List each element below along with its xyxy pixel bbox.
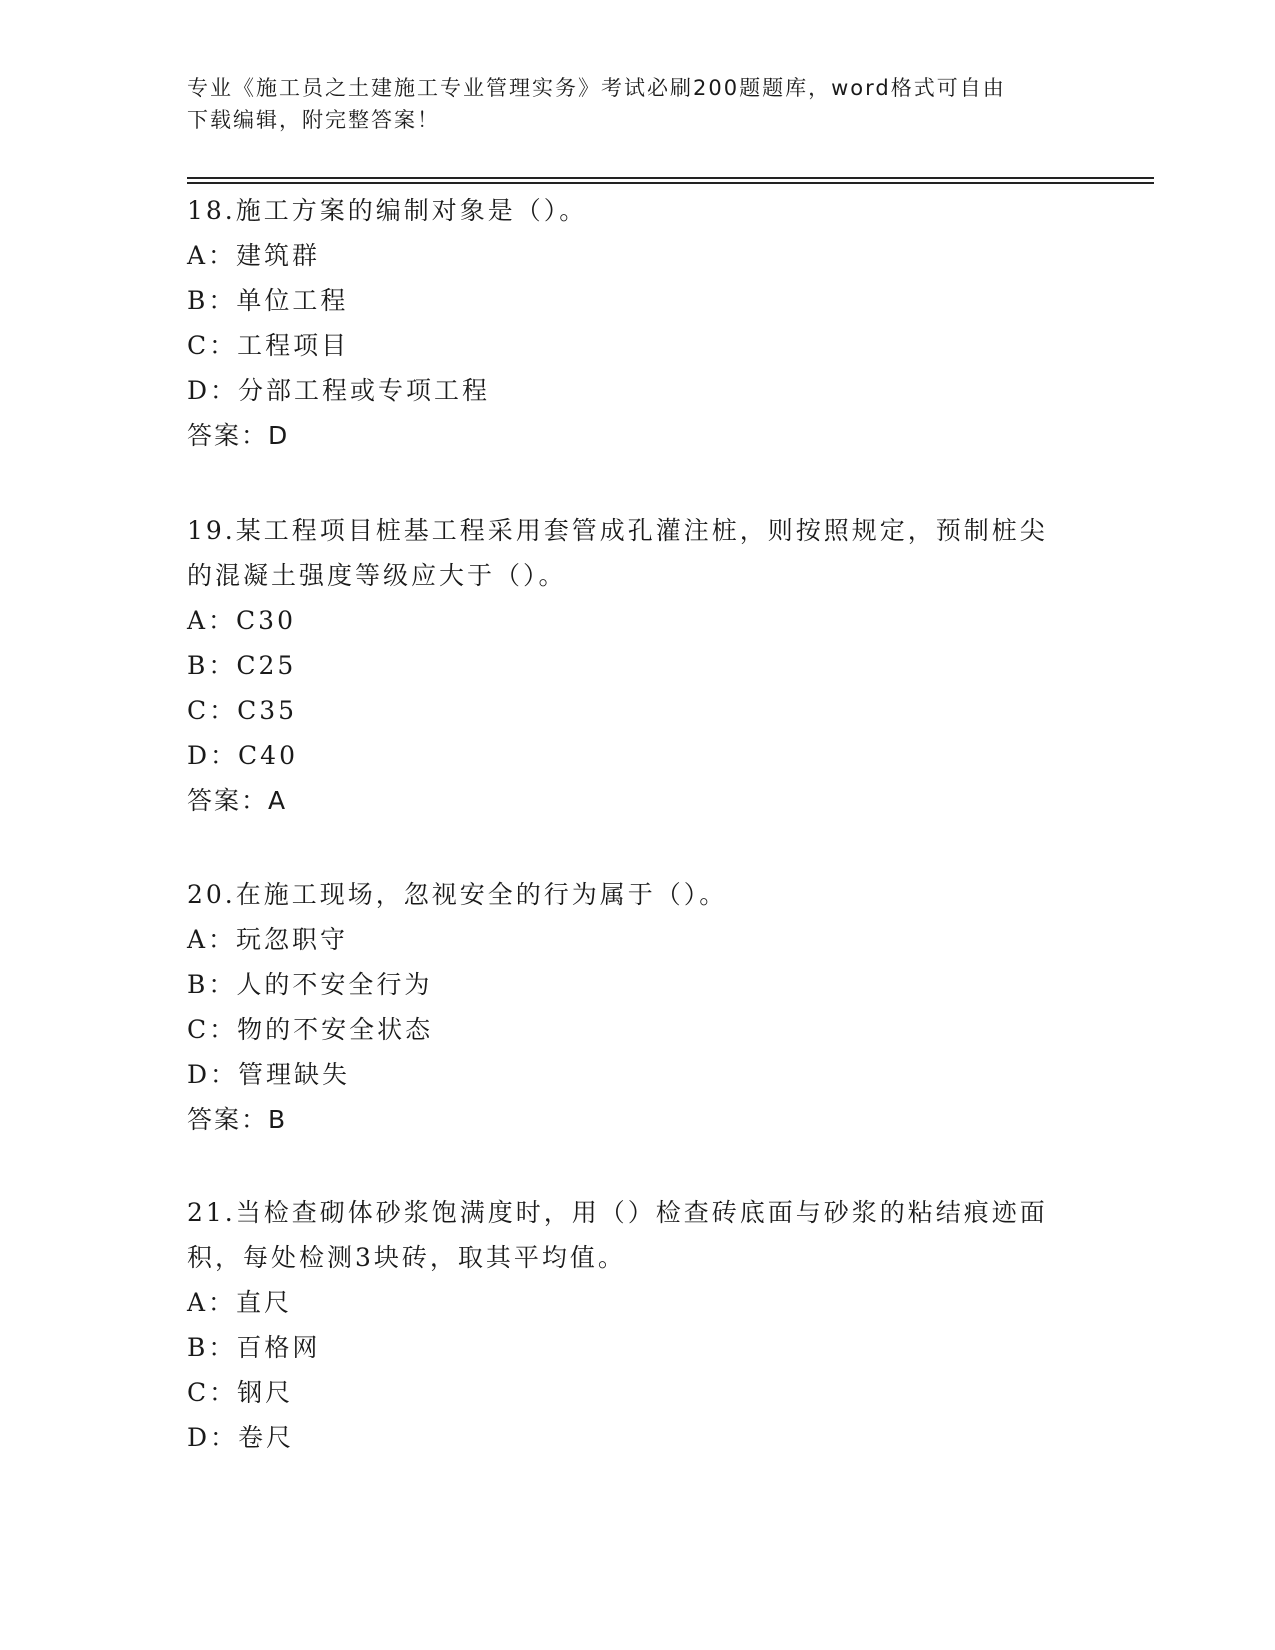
- option-a: A：直尺: [187, 1288, 293, 1317]
- option-a: A：建筑群: [187, 241, 321, 270]
- option-b: B：C25: [187, 651, 297, 680]
- option-c: C：C35: [187, 696, 298, 725]
- option-b: B：人的不安全行为: [187, 970, 433, 999]
- option-b: B：单位工程: [187, 286, 349, 315]
- question-stem-line-1: 21.当检查砌体砂浆饱满度时，用（）检查砖底面与砂浆的粘结痕迹面: [187, 1198, 1048, 1227]
- question-stem: 20.在施工现场，忽视安全的行为属于（）。: [187, 880, 728, 909]
- option-b: B：百格网: [187, 1333, 321, 1362]
- question-stem-line-2: 的混凝土强度等级应大于（）。: [187, 561, 567, 590]
- answer-line: 答案：B: [187, 1105, 288, 1134]
- question-stem-line-1: 19.某工程项目桩基工程采用套管成孔灌注桩，则按照规定，预制桩尖: [187, 516, 1048, 545]
- header-divider-bottom: [187, 182, 1154, 184]
- answer-line: 答案：D: [187, 421, 290, 450]
- option-c: C：工程项目: [187, 331, 350, 360]
- document-header: [187, 72, 1067, 136]
- question-stem: 18.施工方案的编制对象是（）。: [187, 196, 588, 225]
- header-line-1: 专业《施工员之土建施工专业管理实务》考试必刷200题题库，word格式可自由: [187, 76, 1006, 100]
- option-d: D：分部工程或专项工程: [187, 376, 491, 405]
- question-21: [187, 1190, 1087, 1460]
- question-18: [187, 188, 1087, 459]
- option-c: C：钢尺: [187, 1378, 294, 1407]
- option-d: D：C40: [187, 741, 298, 770]
- question-20: [187, 872, 1087, 1143]
- option-c: C：物的不安全状态: [187, 1015, 434, 1044]
- option-a: A：C30: [187, 606, 296, 635]
- answer-line: 答案：A: [187, 786, 288, 815]
- option-d: D：管理缺失: [187, 1060, 351, 1089]
- header-line-2: 下载编辑，附完整答案！: [187, 108, 440, 132]
- option-a: A：玩忽职守: [187, 925, 349, 954]
- question-stem-line-2: 积，每处检测3块砖，取其平均值。: [187, 1243, 626, 1272]
- header-divider-top: [187, 177, 1154, 179]
- option-d: D：卷尺: [187, 1423, 295, 1452]
- question-19: [187, 508, 1087, 824]
